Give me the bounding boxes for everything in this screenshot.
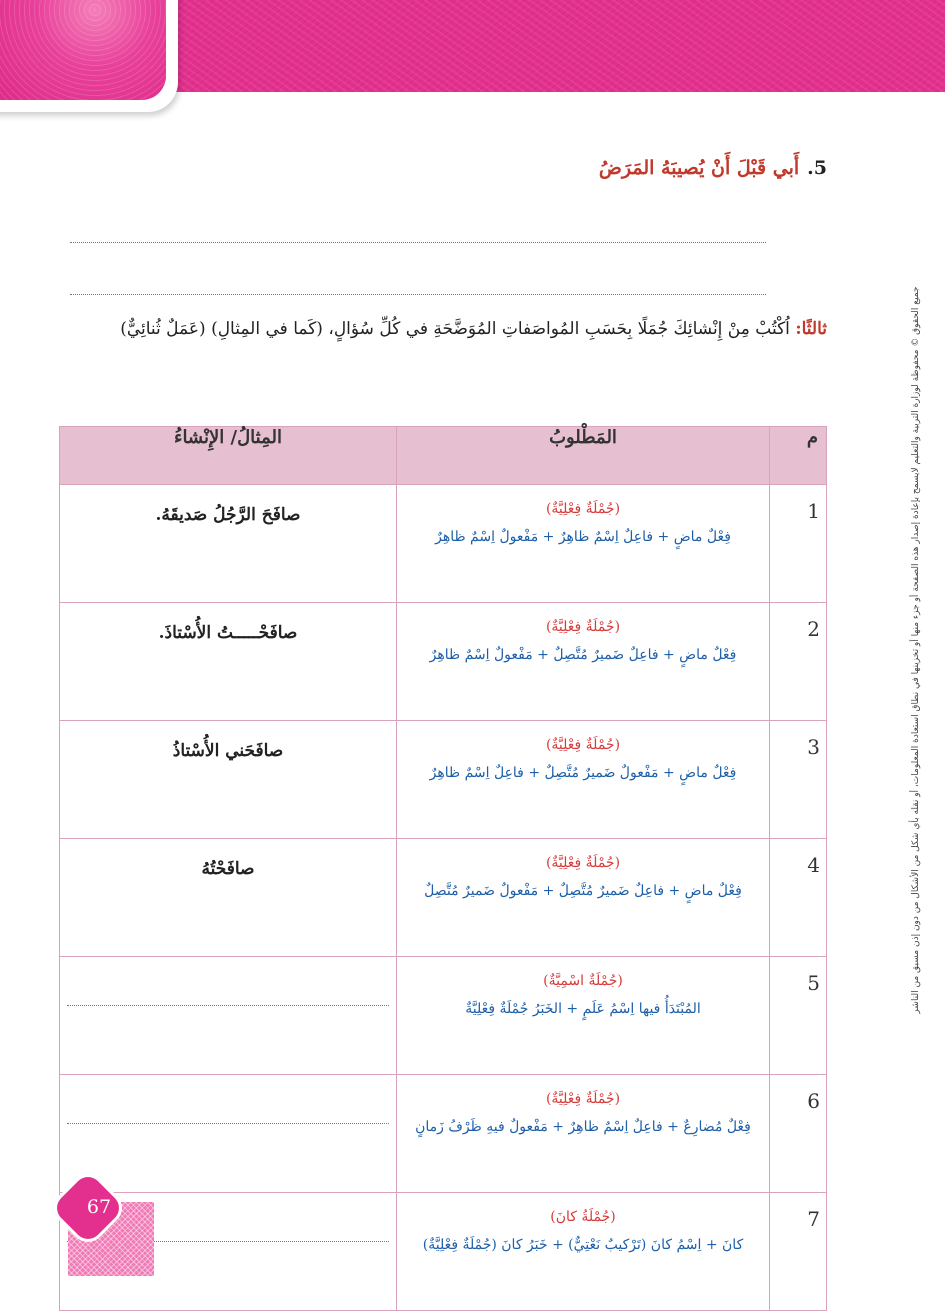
- required-cell: [397, 1193, 770, 1311]
- header-example: المِثالُ/ الإِنْشاءُ: [60, 427, 397, 485]
- corner-pattern: [0, 0, 166, 100]
- sentence-formula: فِعْلٌ ماضٍ + فاعِلٌ ضَميرٌ مُتَّصِلٌ + مَفْعولٌ اِسْمٌ ظاهِرٌ: [429, 647, 737, 663]
- example-cell: صافَحَني الأُسْتاذُ: [60, 721, 397, 839]
- table-row: [60, 603, 827, 721]
- example-cell: صافَحْتُهُ: [60, 839, 397, 957]
- question-number: 5.: [807, 157, 827, 179]
- sentence-formula: فِعْلٌ مُضارِعٌ + فاعِلٌ اِسْمٌ ظاهِرٌ + مَفْعولٌ فيهِ ظَرْفُ زَمانٍ: [415, 1119, 751, 1135]
- required-cell: [397, 603, 770, 721]
- required-cell: [397, 957, 770, 1075]
- answer-line-1[interactable]: [70, 242, 766, 243]
- sentence-type: (جُمْلَةُ كانَ): [550, 1209, 616, 1225]
- sentence-type: (جُمْلَةٌ فِعْلِيَّةٌ): [545, 619, 621, 635]
- sentence-type: (جُمْلَةٌ فِعْلِيَّةٌ): [545, 855, 621, 871]
- sentence-formula: كانَ + اِسْمُ كانَ (تَرْكيبٌ نَعْتِيٌّ) + خَبَرُ كانَ (جُمْلَةٌ فِعْلِيَّةٌ): [422, 1237, 744, 1253]
- row-number: 3: [770, 721, 827, 839]
- corner-decoration: [0, 0, 178, 112]
- sentence-type: (جُمْلَةٌ فِعْلِيَّةٌ): [545, 1091, 621, 1107]
- header-m: م: [770, 427, 827, 485]
- table-row: [60, 839, 827, 957]
- question-text: أَبي قَبْلَ أَنْ يُصيبَهُ المَرَضُ: [598, 157, 800, 179]
- table-row: [60, 1193, 827, 1311]
- row-number: 2: [770, 603, 827, 721]
- sentence-formula: المُبْتَدَأُ فيها اِسْمُ عَلَمٍ + الخَبَرُ جُمْلَةٌ فِعْلِيَّةٌ: [465, 1001, 701, 1017]
- page-number: 67: [86, 1196, 112, 1218]
- required-cell: [397, 839, 770, 957]
- row-number: 6: [770, 1075, 827, 1193]
- table-row: [60, 1075, 827, 1193]
- row-number: 7: [770, 1193, 827, 1311]
- required-cell: [397, 721, 770, 839]
- required-cell: [397, 1075, 770, 1193]
- instruction-label: ثالثًا:: [795, 319, 827, 339]
- sentence-type: (جُمْلَةٌ فِعْلِيَّةٌ): [545, 737, 621, 753]
- header-required: المَطْلوبُ: [397, 427, 770, 485]
- instruction-text: اُكْتُبْ مِنْ إِنْشائِكَ جُمَلًا بِحَسَبِ المُواصَفاتِ المُوَضَّحَةِ في كُلِّ سُؤالٍ، (كَما في المِثالِ) (عَمَلٌ ثُنائِيٌّ): [120, 319, 790, 339]
- sentence-formula: فِعْلٌ ماضٍ + فاعِلٌ اِسْمٌ ظاهِرٌ + مَفْعولٌ اِسْمٌ ظاهِرٌ: [435, 529, 731, 545]
- page-number-badge: [56, 1174, 154, 1276]
- question-5: [599, 157, 827, 179]
- required-cell: [397, 485, 770, 603]
- example-cell: صافَحَ الرَّجُلُ صَديقَهُ.: [60, 485, 397, 603]
- copyright-sidebar: [903, 286, 929, 1014]
- copyright-note: جميع الحقوق © محفوظة لوزارة التربية والتعليم لايسمح بإعادة إصدار هذه الصفحة أو جزء منها أو تخزينها في نطاق استعادة المعلومات، أو نقله بأي شكل من الأشكال من دون إذن مسبق من الناشر: [911, 286, 921, 1014]
- answer-line-2[interactable]: [70, 294, 766, 295]
- table-row: [60, 485, 827, 603]
- answer-dotted-line[interactable]: [67, 1123, 389, 1124]
- row-number: 4: [770, 839, 827, 957]
- answer-dotted-line[interactable]: [67, 1005, 389, 1006]
- sentence-formula: فِعْلٌ ماضٍ + فاعِلٌ ضَميرٌ مُتَّصِلٌ + مَفْعولٌ ضَميرٌ مُتَّصِلٌ: [424, 883, 742, 899]
- answer-cell[interactable]: [60, 957, 397, 1075]
- sentence-type: (جُمْلَةٌ فِعْلِيَّةٌ): [545, 501, 621, 517]
- row-number: 1: [770, 485, 827, 603]
- instruction: [67, 314, 827, 344]
- sentence-type: (جُمْلَةٌ اسْمِيَّةٌ): [543, 973, 623, 989]
- sentence-formula: فِعْلٌ ماضٍ + مَفْعولٌ ضَميرٌ مُتَّصِلٌ + فاعِلٌ اِسْمٌ ظاهِرٌ: [429, 765, 737, 781]
- row-number: 5: [770, 957, 827, 1075]
- example-cell: صافَحْـــــتُ الأُسْتاذَ.: [60, 603, 397, 721]
- table-row: [60, 721, 827, 839]
- table-header-row: [60, 427, 827, 485]
- exercise-table: [59, 426, 827, 1311]
- table-row: [60, 957, 827, 1075]
